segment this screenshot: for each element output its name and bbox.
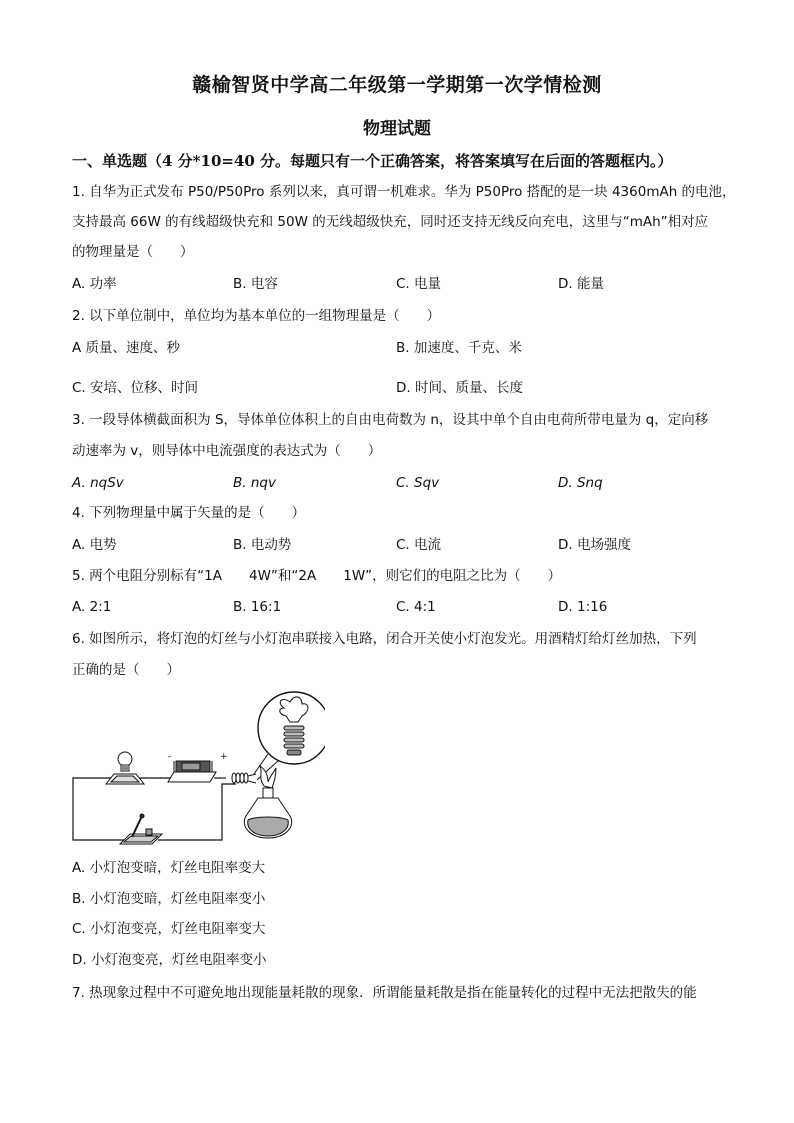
exam-subtitle: 物理试题 [363, 119, 431, 139]
question-1-option-d: D. 能量 [558, 276, 604, 292]
question-7-stem: 7. 热现象过程中不可避免地出现能量耗散的现象．所谓能量耗散是指在能量转化的过程中无法把散失的能 [72, 985, 697, 1001]
question-1-stem-line-3: 的物理量是（ ） [72, 244, 194, 260]
knife-switch-icon [120, 814, 162, 844]
battery-negative-label: - [168, 752, 172, 762]
question-1-option-b: B. 电容 [233, 276, 278, 292]
question-2-option-c: C. 安培、位移、时间 [72, 380, 199, 396]
question-5-option-b: B. 16:1 [233, 599, 282, 615]
question-2-stem: 2. 以下单位制中，单位均为基本单位的一组物理量是（ ） [72, 308, 441, 324]
question-3-option-c: C. Sqv [396, 475, 440, 491]
question-3-option-d: D. Snq [558, 475, 603, 491]
question-4-stem: 4. 下列物理量中属于矢量的是（ ） [72, 505, 306, 521]
exam-title: 赣榆智贤中学高二年级第一学期第一次学情检测 [192, 74, 602, 96]
question-3-option-b: B. nqv [233, 475, 276, 491]
question-4-option-b: B. 电动势 [233, 537, 292, 553]
filament-coil-icon [232, 773, 256, 783]
question-1-stem-line-2: 支持最高 66W 的有线超级快充和 50W 的无线超级快充，同时还支持无线反向充电，这里与“mAh”相对应 [72, 214, 709, 230]
question-3-stem-line-2: 动速率为 v，则导体中电流强度的表达式为（ ） [72, 443, 382, 459]
question-6-option-c: C. 小灯泡变亮，灯丝电阻率变大 [72, 921, 266, 937]
circuit-wire [73, 778, 130, 840]
question-4-option-a: A. 电势 [72, 537, 117, 553]
question-5-option-a: A. 2:1 [72, 599, 112, 615]
small-bulb-icon [106, 752, 144, 784]
question-4-option-d: D. 电场强度 [558, 537, 631, 553]
circuit-wire [158, 784, 236, 840]
question-3-option-a: A. nqSv [72, 475, 124, 491]
battery-positive-label: + [220, 752, 228, 762]
battery-icon [168, 761, 216, 782]
question-6-option-a: A. 小灯泡变暗，灯丝电阻率变大 [72, 860, 266, 876]
question-1-option-a: A. 功率 [72, 276, 117, 292]
question-3-stem-line-1: 3. 一段导体横截面积为 S，导体单位体积上的自由电荷数为 n，设其中单个自由电荷所带电量为 q，定向移 [72, 412, 709, 428]
question-1-option-c: C. 电量 [396, 276, 442, 292]
question-4-option-c: C. 电流 [396, 537, 442, 553]
alcohol-lamp-icon [244, 766, 291, 838]
question-6-option-d: D. 小灯泡变亮，灯丝电阻率变小 [72, 952, 267, 968]
question-6-option-b: B. 小灯泡变暗，灯丝电阻率变小 [72, 891, 266, 907]
question-5-option-c: C. 4:1 [396, 599, 436, 615]
question-6-stem-line-1: 6. 如图所示，将灯泡的灯丝与小灯泡串联接入电路，闭合开关使小灯泡发光。用酒精灯给灯丝加热，下列 [72, 631, 697, 647]
question-2-option-b: B. 加速度、千克、米 [396, 340, 522, 356]
question-6-stem-line-2: 正确的是（ ） [72, 662, 180, 678]
circuit-figure [70, 688, 325, 853]
question-1-stem-line-1: 1. 自华为正式发布 P50/P50Pro 系列以来，真可谓一机难求。华为 P50Pro 搭配的是一块 4360mAh 的电池， [72, 184, 736, 200]
question-2-option-d: D. 时间、质量、长度 [396, 380, 523, 396]
question-5-option-d: D. 1:16 [558, 599, 608, 615]
section-heading: 一、单选题（4 分*10=40 分。每题只有一个正确答案，将答案填写在后面的答题框内。） [72, 152, 673, 170]
magnified-filament-icon [254, 692, 325, 780]
question-2-option-a: A 质量、速度、秒 [72, 340, 181, 356]
question-5-stem: 5. 两个电阻分别标有“1A 4W”和“2A 1W”，则它们的电阻之比为（ ） [72, 568, 562, 584]
